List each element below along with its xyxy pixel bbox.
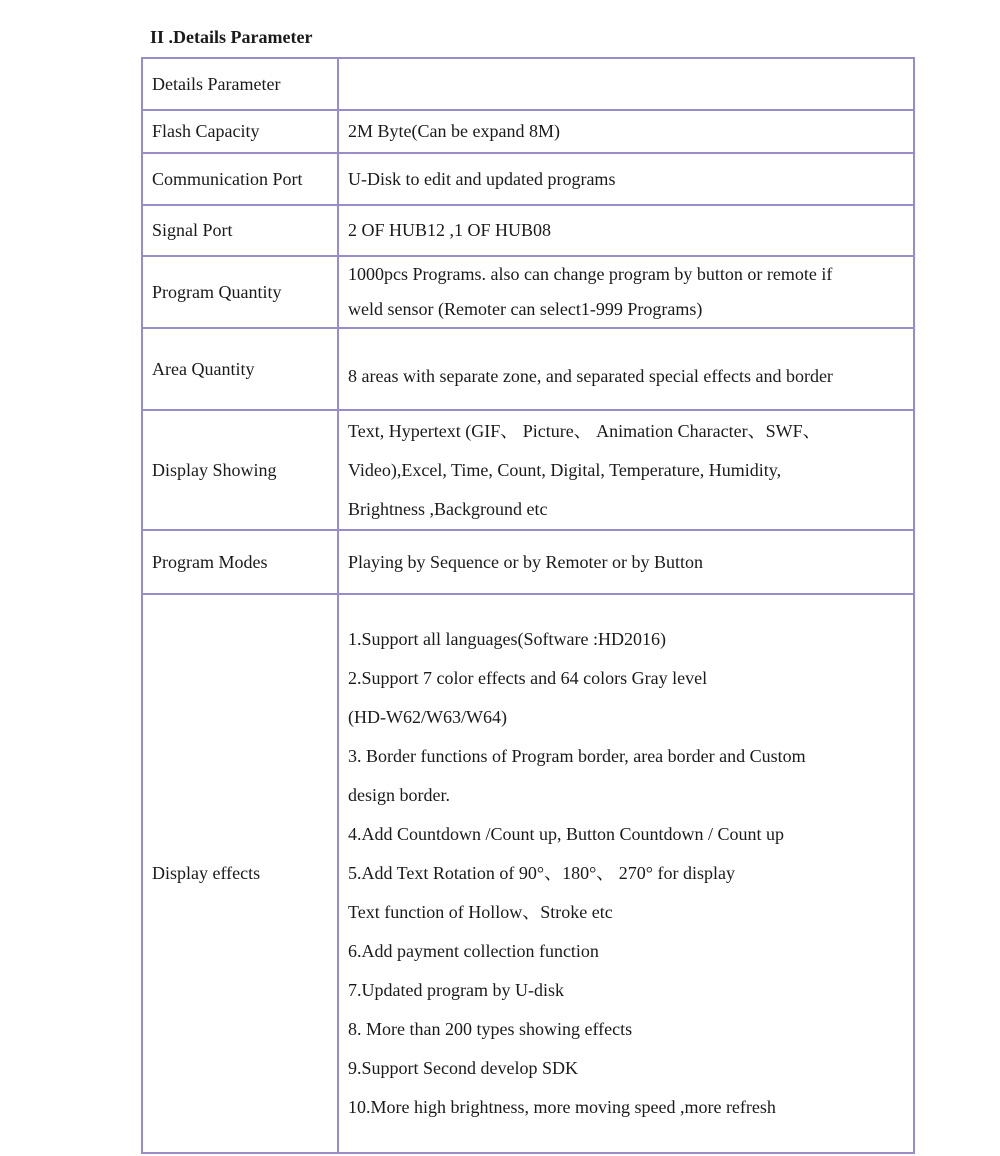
- value-line: 8. More than 200 types showing effects: [348, 1019, 633, 1039]
- row-label: Program Quantity: [142, 256, 338, 328]
- table-row: [142, 110, 914, 153]
- row-label: Display effects: [142, 594, 338, 1153]
- value-line: 1000pcs Programs. also can change program by button or remote if: [348, 264, 833, 284]
- value-line: 8 areas with separate zone, and separated special effects and border: [348, 365, 833, 386]
- value-line: Brightness ,Background etc: [348, 498, 548, 519]
- row-value: [338, 530, 914, 594]
- value-line: 2M Byte(Can be expand 8M): [348, 121, 560, 141]
- value-line: 6.Add payment collection function: [348, 941, 599, 961]
- details-parameter-table: [141, 57, 915, 1154]
- row-label: Display Showing: [142, 410, 338, 530]
- value-line: 4.Add Countdown /Count up, Button Countdown / Count up: [348, 824, 785, 844]
- row-value: [338, 328, 914, 410]
- row-label: Program Modes: [142, 530, 338, 594]
- value-line: U-Disk to edit and updated programs: [348, 168, 616, 189]
- row-value: [338, 205, 914, 256]
- value-line: 9.Support Second develop SDK: [348, 1058, 578, 1078]
- row-label: Flash Capacity: [142, 110, 338, 153]
- value-line: design border.: [348, 785, 450, 805]
- row-value: [338, 594, 914, 1153]
- value-line: Text function of Hollow、Stroke etc: [348, 902, 613, 922]
- value-line: (HD-W62/W63/W64): [348, 707, 507, 727]
- value-line: 7.Updated program by U-disk: [348, 980, 564, 1000]
- value-line: 3. Border functions of Program border, area border and Custom: [348, 746, 806, 766]
- table-row: [142, 205, 914, 256]
- table-row: [142, 256, 914, 328]
- value-line: 1.Support all languages(Software :HD2016): [348, 629, 666, 649]
- value-line: 2 OF HUB12 ,1 OF HUB08: [348, 220, 552, 240]
- row-label: Area Quantity: [142, 328, 338, 410]
- row-value: [338, 153, 914, 205]
- row-value: [338, 58, 914, 110]
- table-row: [142, 594, 914, 1153]
- table-row: [142, 328, 914, 410]
- value-line: Playing by Sequence or by Remoter or by Button: [348, 551, 703, 572]
- row-label: Details Parameter: [142, 58, 338, 110]
- table-row: [142, 410, 914, 530]
- value-line: 5.Add Text Rotation of 90°、180°、 270° for display: [348, 863, 735, 883]
- row-value: [338, 110, 914, 153]
- row-value: [338, 410, 914, 530]
- table-row: [142, 58, 914, 110]
- value-line: Video),Excel, Time, Count, Digital, Temperature, Humidity,: [348, 459, 782, 480]
- value-line: Text, Hypertext (GIF、 Picture、 Animation Character、SWF、: [348, 420, 821, 441]
- row-value: [338, 256, 914, 328]
- value-line: 10.More high brightness, more moving speed ,more refresh: [348, 1097, 776, 1117]
- row-label: Communication Port: [142, 153, 338, 205]
- section-heading: II .Details Parameter: [150, 27, 313, 47]
- value-line: 2.Support 7 color effects and 64 colors Gray level: [348, 668, 708, 688]
- row-label: Signal Port: [142, 205, 338, 256]
- table-row: [142, 153, 914, 205]
- table-row: [142, 530, 914, 594]
- value-line: weld sensor (Remoter can select1-999 Programs): [348, 299, 703, 319]
